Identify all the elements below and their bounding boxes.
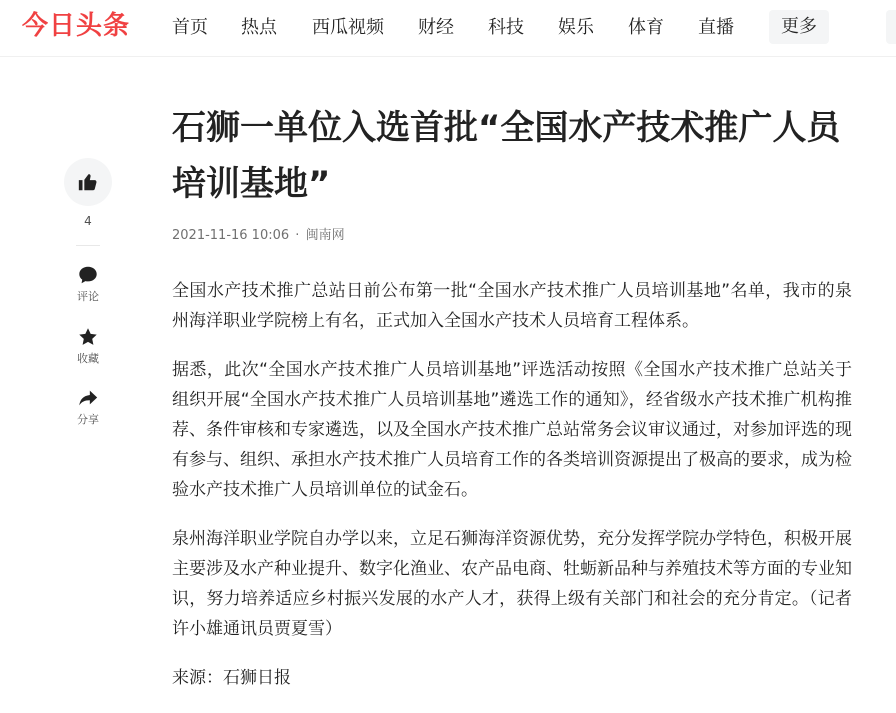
comment-icon [77,264,99,286]
nav-item-sports[interactable]: 体育 [628,17,664,38]
nav-item-entertainment[interactable]: 娱乐 [558,17,594,38]
share-icon [77,387,99,409]
share-button[interactable] [62,387,114,427]
like-count: 4 [84,214,92,228]
logo[interactable]: 今日头条 [22,11,131,41]
nav-item-hot[interactable]: 热点 [241,17,277,38]
thumbs-up-icon [77,171,99,193]
header-edge-button[interactable] [886,10,896,44]
paragraph: 全国水产技术推广总站日前公布第一批“全国水产技术推广人员培训基地”名单，我市的泉州海洋职业学院榜上有名，正式加入全国水产技术人员培育工程体系。 [172,281,852,331]
nav-more-button[interactable]: 更多 [769,10,829,44]
comment-label: 评论 [77,290,99,303]
rail-divider [76,245,100,246]
share-label: 分享 [77,413,99,426]
paragraph-source: 来源：石狮日报 [172,668,291,688]
nav-item-home[interactable]: 首页 [172,17,208,38]
comment-button[interactable] [62,264,114,304]
article-body [172,276,852,693]
star-icon [77,326,99,348]
favorite-button[interactable] [62,326,114,366]
favorite-label: 收藏 [77,352,99,365]
nav-item-live[interactable]: 直播 [698,17,734,38]
article-title: 石狮一单位入选首批“全国水产技术推广人员培训基地” [172,108,841,204]
like-button[interactable] [64,158,112,206]
source-name[interactable]: 闽南网 [305,228,345,243]
paragraph: 泉州海洋职业学院自办学以来，立足石狮海洋资源优势，充分发挥学院办学特色，积极开展主要涉及水产种业提升、数字化渔业、农产品电商、牡蛎新品种与养殖技术等方面的专业知识，努力培养适应乡村振兴发展的水产人才，获得上级有关部门和社会的充分肯定。（记者许小雄通讯员贾夏雪） [172,529,852,639]
article-meta [172,226,852,246]
publish-date: 2021-11-16 10:06 [172,228,290,243]
article [172,100,852,712]
meta-separator: · [295,228,300,243]
nav-item-finance[interactable]: 财经 [418,17,454,38]
paragraph: 据悉，此次“全国水产技术推广人员培训基地”评选活动按照《全国水产技术推广总站关于组织开展“全国水产技术推广人员培训基地”遴选工作的通知》，经省级水产技术推广机构推荐、条件审核和专家遴选，以及全国水产技术推广总站常务会议审议通过，对参加评选的现有参与、组织、承担水产技术推广人员培育工作的各类培训资源提出了极高的要求，成为检验水产技术推广人员培训单位的试金石。 [172,360,852,500]
nav-item-tech[interactable]: 科技 [488,17,524,38]
nav-item-xigua-video[interactable]: 西瓜视频 [312,17,384,38]
top-nav-bar [0,0,896,57]
